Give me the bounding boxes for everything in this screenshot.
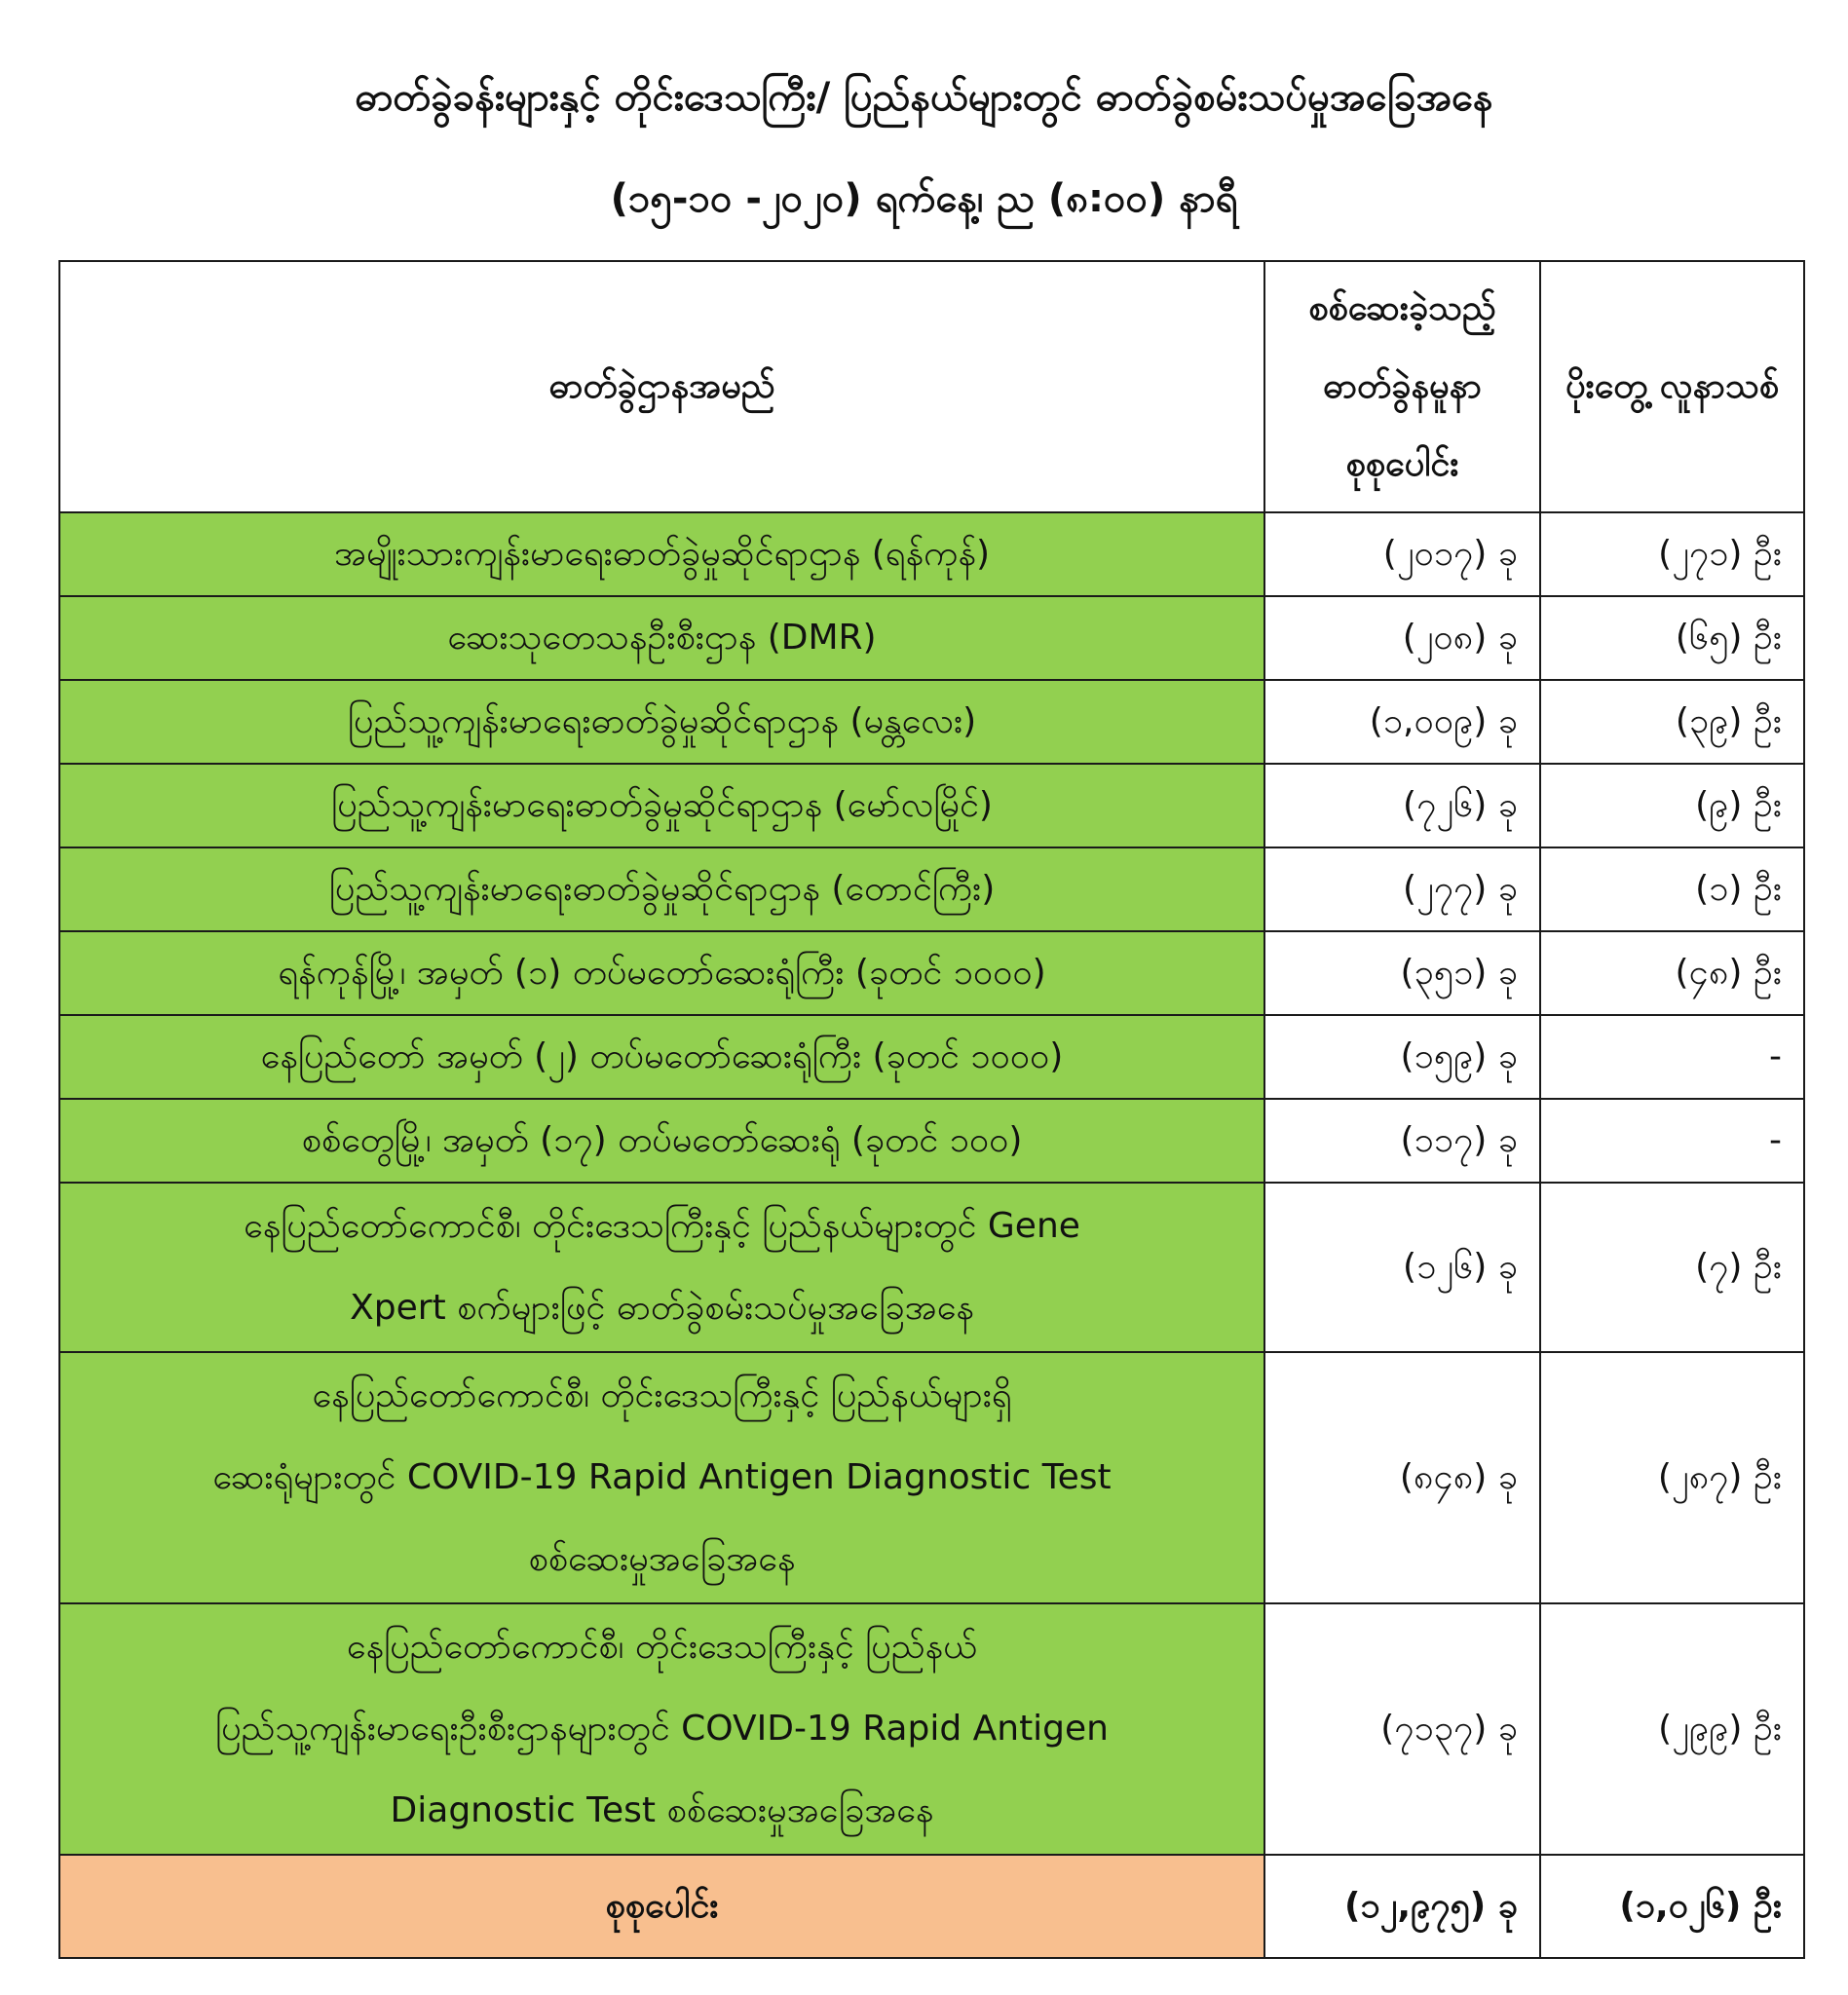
header-lab-name: ဓာတ်ခွဲဌာနအမည် — [59, 261, 1264, 512]
new-positive: (၉) ဦး — [1540, 764, 1804, 847]
table-row — [59, 1603, 1804, 1855]
report-title: ဓာတ်ခွဲခန်းများနှင့် တိုင်းဒေသကြီး/ ပြည်နယ်များတွင် ဓာတ်ခွဲစမ်းသပ်မှုအခြေအနေ — [355, 75, 1493, 120]
new-positive: - — [1540, 1099, 1804, 1183]
lab-name: အမျိုးသားကျန်းမာရေးဓာတ်ခွဲမှုဆိုင်ရာဌာန (ရန်ကုန်) — [59, 512, 1264, 596]
lab-name: ဆေးသုတေသနဦးစီးဌာန (DMR) — [59, 596, 1264, 680]
table-row — [59, 680, 1804, 764]
total-new-positive: (၁,၀၂၆) ဦး — [1540, 1855, 1804, 1958]
samples-tested: (၂၀၁၇) ခု — [1264, 512, 1540, 596]
lab-name-line: နေပြည်တော်ကောင်စီ၊ တိုင်းဒေသကြီးနှင့် ပြည်နယ်များရှိ — [312, 1375, 1012, 1415]
table-row — [59, 1099, 1804, 1183]
table-row — [59, 1183, 1804, 1352]
samples-tested: (၇၂၆) ခု — [1264, 764, 1540, 847]
lab-testing-table — [58, 260, 1805, 1959]
table-row — [59, 1015, 1804, 1099]
lab-name — [59, 1352, 1264, 1603]
lab-name-line: စစ်ဆေးမှုအခြေအနေ — [528, 1539, 796, 1579]
samples-tested: (၁၁၇) ခု — [1264, 1099, 1540, 1183]
lab-name: စစ်တွေမြို့၊ အမှတ် (၁၇) တပ်မတော်ဆေးရုံ (ခုတင် ၁၀၀) — [59, 1099, 1264, 1183]
lab-name-line: နေပြည်တော်ကောင်စီ၊ တိုင်းဒေသကြီးနှင့် ပြည်နယ်များတွင် Gene — [244, 1206, 1080, 1246]
table-row — [59, 512, 1804, 596]
lab-name-line: နေပြည်တော်ကောင်စီ၊ တိုင်းဒေသကြီးနှင့် ပြည်နယ် — [346, 1627, 978, 1667]
lab-name — [59, 1603, 1264, 1855]
lab-name: ပြည်သူ့ကျန်းမာရေးဓာတ်ခွဲမှုဆိုင်ရာဌာန (မန္တလေး) — [59, 680, 1264, 764]
table-row — [59, 764, 1804, 847]
new-positive: (၃၉) ဦး — [1540, 680, 1804, 764]
new-positive: (၁) ဦး — [1540, 847, 1804, 931]
total-label: စုစုပေါင်း — [59, 1855, 1264, 1958]
new-positive: (၆၅) ဦး — [1540, 596, 1804, 680]
table-row — [59, 847, 1804, 931]
new-positive: (၂၇၁) ဦး — [1540, 512, 1804, 596]
table-row — [59, 1352, 1804, 1603]
samples-tested: (၁၂၆) ခု — [1264, 1183, 1540, 1352]
lab-name-line: ပြည်သူ့ကျန်းမာရေးဦးစီးဌာနများတွင် COVID-19 Rapid Antigen — [214, 1709, 1110, 1749]
new-positive: (၂၈၇) ဦး — [1540, 1352, 1804, 1603]
lab-name: ရန်ကုန်မြို့၊ အမှတ် (၁) တပ်မတော်ဆေးရုံကြီး (ခုတင် ၁၀၀၀) — [59, 931, 1264, 1015]
lab-name — [59, 1183, 1264, 1352]
samples-tested: (၂၀၈) ခု — [1264, 596, 1540, 680]
table-row — [59, 596, 1804, 680]
lab-name-line: Diagnostic Test စစ်ဆေးမှုအခြေအနေ — [390, 1790, 934, 1830]
new-positive: - — [1540, 1015, 1804, 1099]
lab-name-line: Xpert စက်များဖြင့် ဓာတ်ခွဲစမ်းသပ်မှုအခြေအနေ — [350, 1288, 974, 1328]
lab-name: ပြည်သူ့ကျန်းမာရေးဓာတ်ခွဲမှုဆိုင်ရာဌာန (တောင်ကြီး) — [59, 847, 1264, 931]
samples-tested: (၁၅၉) ခု — [1264, 1015, 1540, 1099]
samples-tested: (၁,၀၀၉) ခု — [1264, 680, 1540, 764]
table-row — [59, 931, 1804, 1015]
samples-tested: (၂၇၇) ခု — [1264, 847, 1540, 931]
header-samples-tested — [1264, 261, 1540, 512]
report-date: (၁၅-၁၀ -၂၀၂၀) ရက်နေ့၊ ည (၈:၀၀) နာရီ — [610, 176, 1238, 221]
lab-name-line: ဆေးရုံများတွင် COVID-19 Rapid Antigen Diagnostic Test — [212, 1457, 1112, 1497]
samples-tested: (၇၁၃၇) ခု — [1264, 1603, 1540, 1855]
new-positive: (၄၈) ဦး — [1540, 931, 1804, 1015]
samples-tested: (၈၄၈) ခု — [1264, 1352, 1540, 1603]
total-samples-tested: (၁၂,၉၇၅) ခု — [1264, 1855, 1540, 1958]
lab-name: ပြည်သူ့ကျန်းမာရေးဓာတ်ခွဲမှုဆိုင်ရာဌာန (မော်လမြိုင်) — [59, 764, 1264, 847]
header-new-positive-text: ပိုးတွေ့ လူနာသစ် — [1565, 366, 1780, 406]
lab-name: နေပြည်တော် အမှတ် (၂) တပ်မတော်ဆေးရုံကြီး (ခုတင် ၁၀၀၀) — [59, 1015, 1264, 1099]
table-header-row — [59, 261, 1804, 512]
table-total-row — [59, 1855, 1804, 1958]
new-positive: (၂၉၉) ဦး — [1540, 1603, 1804, 1855]
new-positive: (၇) ဦး — [1540, 1183, 1804, 1352]
samples-tested: (၃၅၁) ခု — [1264, 931, 1540, 1015]
header-samples-tested-text: စစ်ဆေးခဲ့သည့် ဓာတ်ခွဲနမူနာ စုစုပေါင်း — [1308, 288, 1496, 484]
header-new-positive — [1540, 261, 1804, 512]
